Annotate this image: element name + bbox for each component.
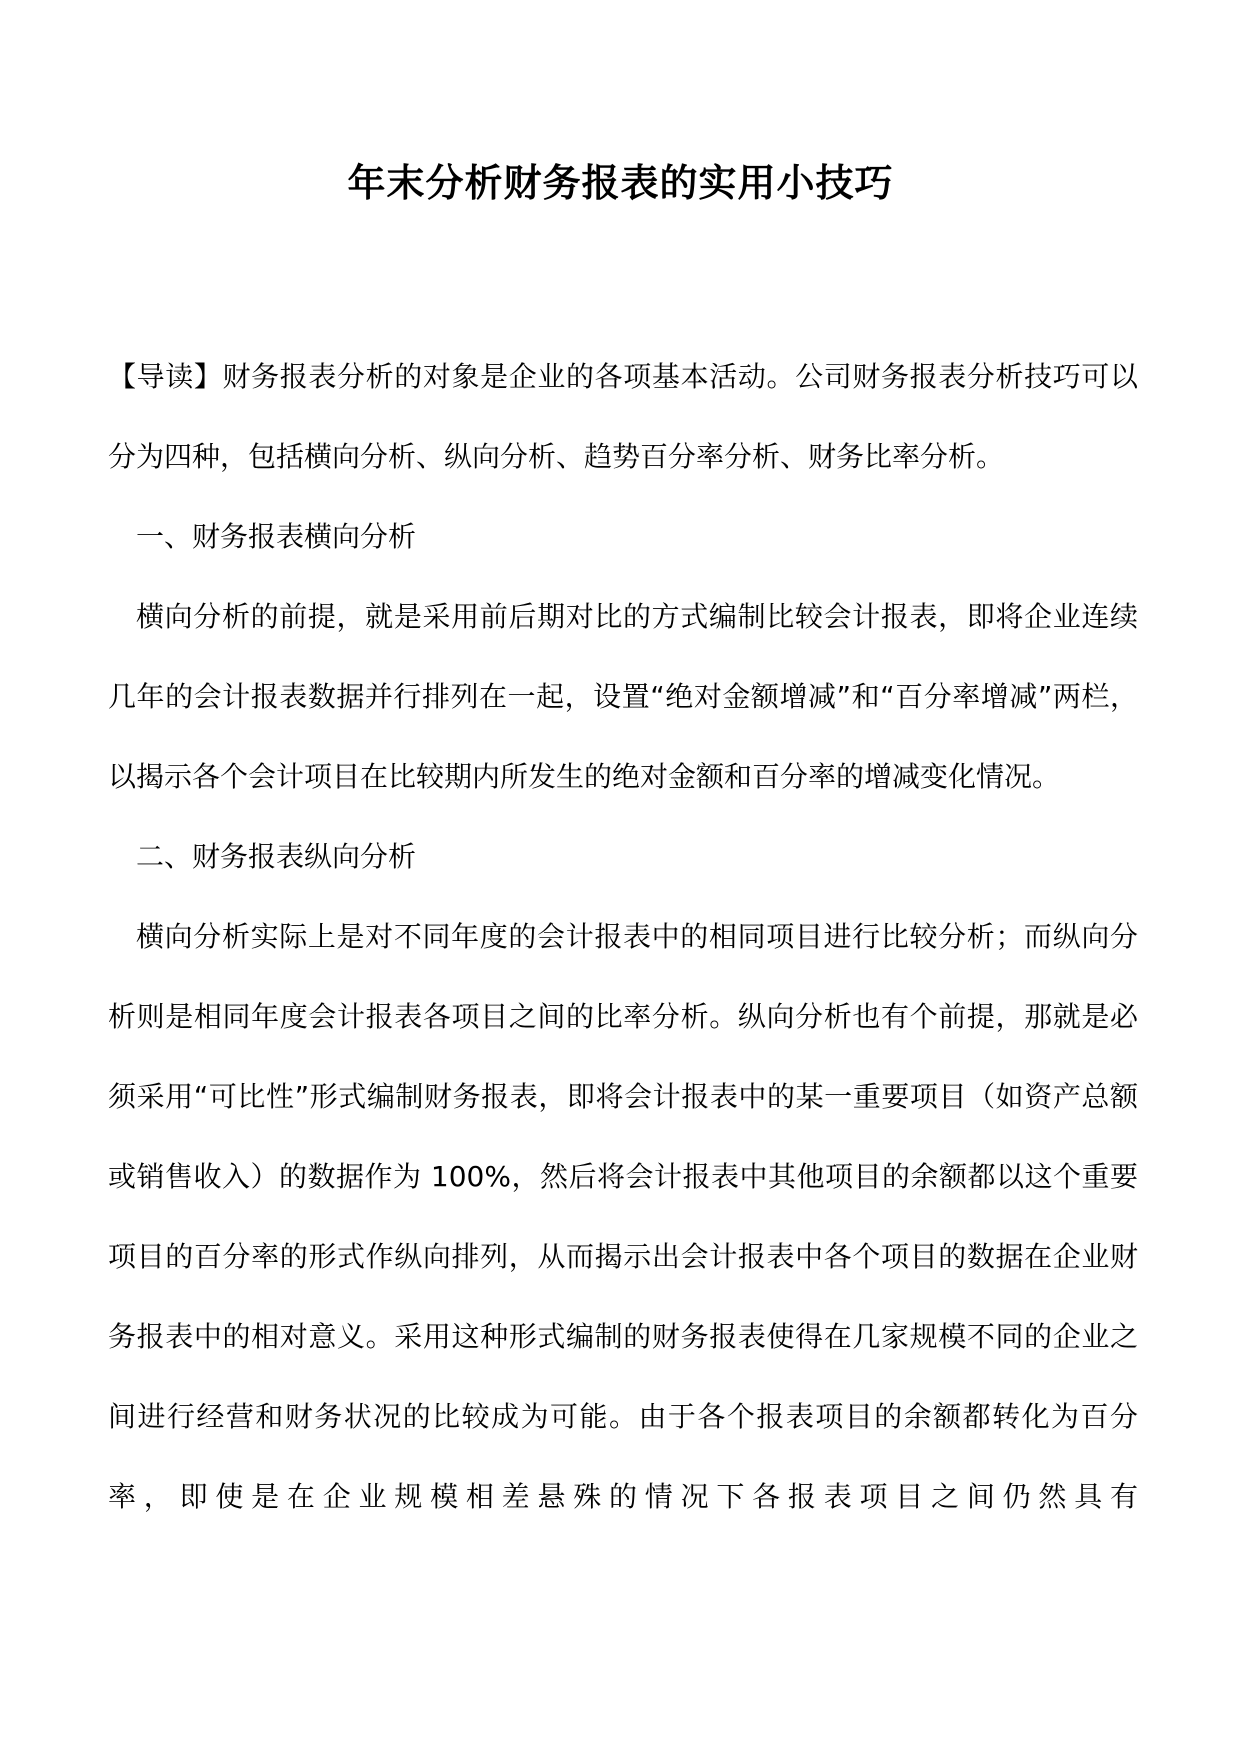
horizontal-analysis-paragraph: 横向分析的前提，就是采用前后期对比的方式编制比较会计报表，即将企业连续几年的会计报表数据并行排列在一起，设置“绝对金额增减”和“百分率增减”两栏，以揭示各个会计项目在比较期内所发生的绝对金额和百分率的增减变化情况。 bbox=[108, 600, 1138, 793]
vertical-analysis-paragraph: 横向分析实际上是对不同年度的会计报表中的相同项目进行比较分析；而纵向分析则是相同年度会计报表各项目之间的比率分析。纵向分析也有个前提，那就是必须采用“可比性”形式编制财务报表，即将会计报表中的某一重要项目（如资产总额或销售收入）的数据作为 100%，然后将会计报表中其他项目的余额都以这个重要项目的百分率的形式作纵向排列，从而揭示出会计报表中各个项目的数据在企业财务报表中的相对意义。采用这种形式编制的财务报表使得在几家规模不同的企业之间进行经营和财务状况的比较成为可能。由于各个报表项目的余额都转化为百分率，即使是在企业规模相差悬殊的情况下各报表项目之间仍然具有 bbox=[108, 920, 1138, 1513]
section-heading-vertical: 二、财务报表纵向分析 bbox=[136, 840, 417, 873]
document-title: 年末分析财务报表的实用小技巧 bbox=[347, 160, 894, 205]
document-body bbox=[108, 337, 1138, 1537]
intro-paragraph: 【导读】财务报表分析的对象是企业的各项基本活动。公司财务报表分析技巧可以分为四种，包括横向分析、纵向分析、趋势百分率分析、财务比率分析。 bbox=[108, 360, 1138, 473]
section-heading-horizontal: 一、财务报表横向分析 bbox=[136, 520, 417, 553]
